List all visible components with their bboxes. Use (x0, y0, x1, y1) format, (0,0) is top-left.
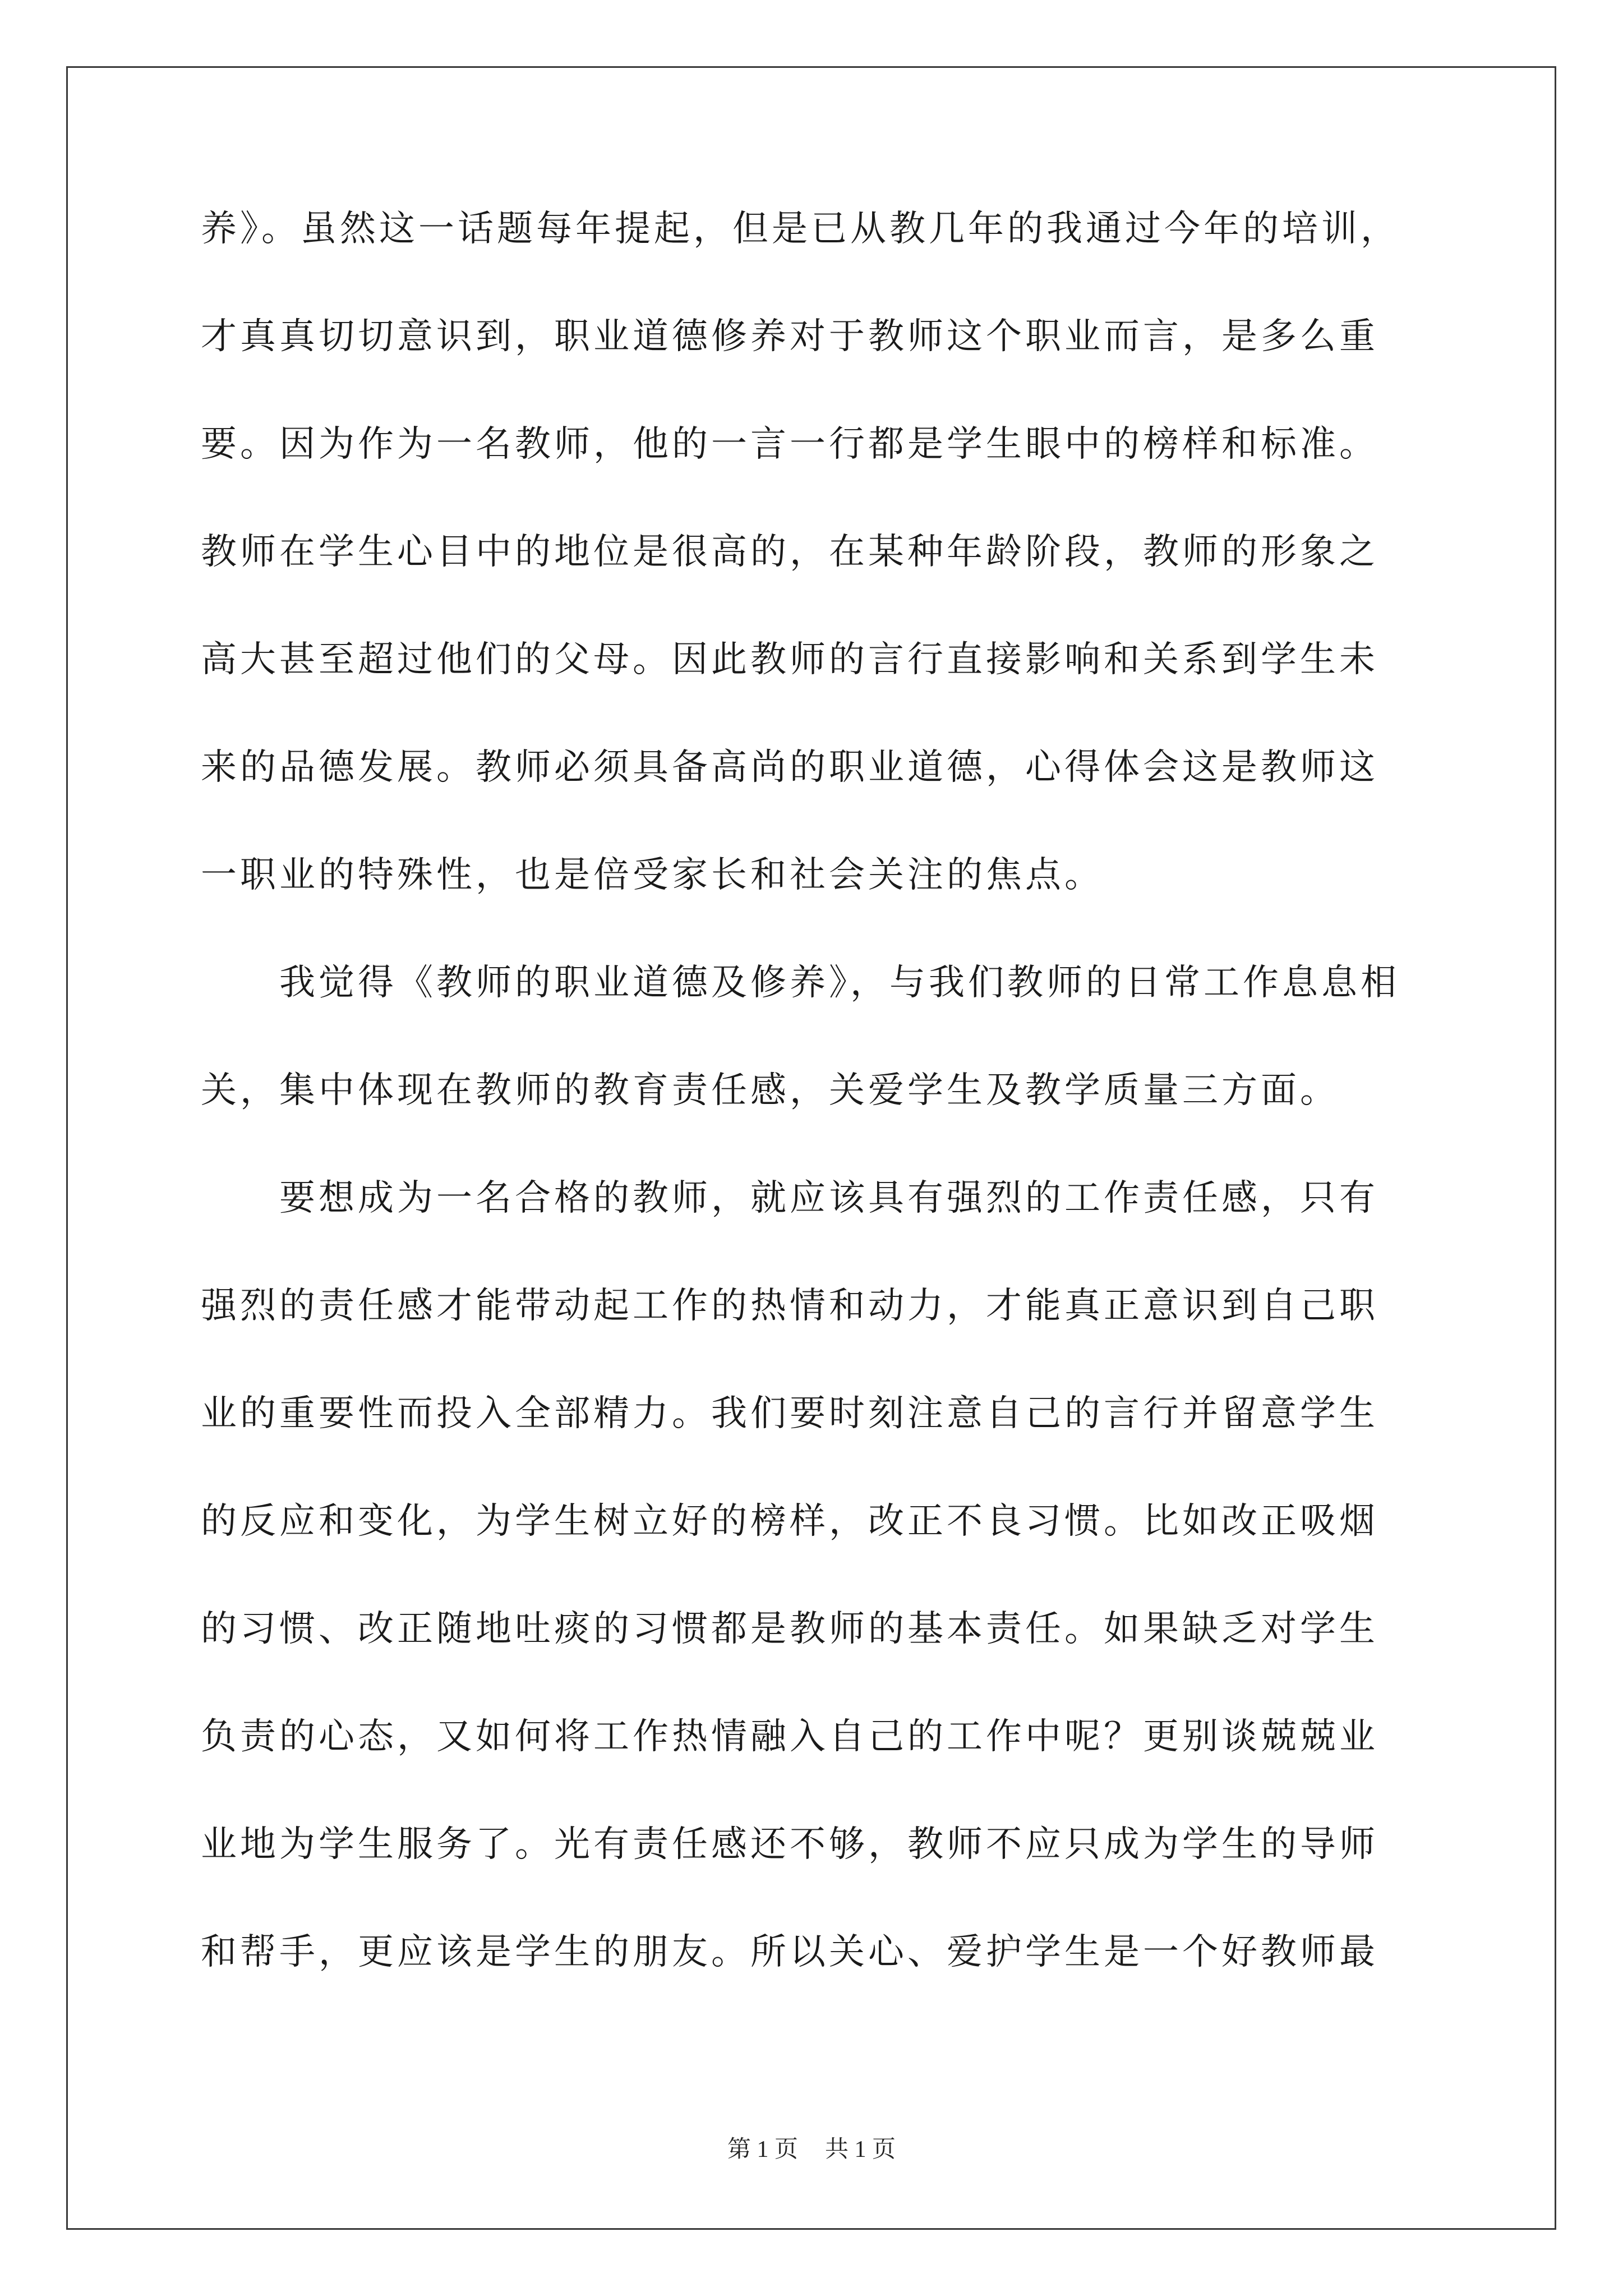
text-line: 负责的心态，又如何将工作热情融入自己的工作中呢？更别谈兢兢业 (201, 1716, 1378, 1757)
text-line: 要。因为作为一名教师，他的一言一行都是学生眼中的榜样和标准。 (201, 424, 1378, 465)
text-line: 的反应和变化，为学生树立好的榜样，改正不良习惯。比如改正吸烟 (201, 1501, 1378, 1542)
paragraph-first-line: 要想成为一名合格的教师，就应该具有强烈的工作责任感，只有 (279, 1177, 1378, 1219)
text-line: 教师在学生心目中的地位是很高的，在某种年龄阶段，教师的形象之 (201, 531, 1378, 573)
text-line: 业地为学生服务了。光有责任感还不够，教师不应只成为学生的导师 (201, 1824, 1378, 1865)
page-total: 共 1 页 (825, 2137, 896, 2162)
text-line: 和帮手，更应该是学生的朋友。所以关心、爱护学生是一个好教师最 (201, 1931, 1378, 1973)
text-line: 高大甚至超过他们的父母。因此教师的言行直接影响和关系到学生未 (201, 639, 1378, 680)
text-line: 一职业的特殊性，也是倍受家长和社会关注的焦点。 (201, 854, 1104, 896)
text-line: 关，集中体现在教师的教育责任感，关爱学生及教学质量三方面。 (201, 1070, 1339, 1111)
text-line: 业的重要性而投入全部精力。我们要时刻注意自己的言行并留意学生 (201, 1393, 1378, 1434)
page-footer (0, 2131, 1623, 2164)
text-line: 的习惯、改正随地吐痰的习惯都是教师的基本责任。如果缺乏对学生 (201, 1608, 1378, 1650)
text-line: 来的品德发展。教师必须具备高尚的职业道德，心得体会这是教师这 (201, 747, 1378, 788)
text-line: 强烈的责任感才能带动起工作的热情和动力，才能真正意识到自己职 (201, 1285, 1378, 1327)
text-line: 养》。虽然这一话题每年提起，但是已从教几年的我通过今年的培训， (201, 208, 1400, 250)
document-body (201, 202, 1435, 2033)
page-number: 第 1 页 (727, 2137, 798, 2162)
text-line: 才真真切切意识到，职业道德修养对于教师这个职业而言，是多么重 (201, 316, 1378, 357)
paragraph-first-line: 我觉得《教师的职业道德及修养》，与我们教师的日常工作息息相 (279, 962, 1400, 1004)
